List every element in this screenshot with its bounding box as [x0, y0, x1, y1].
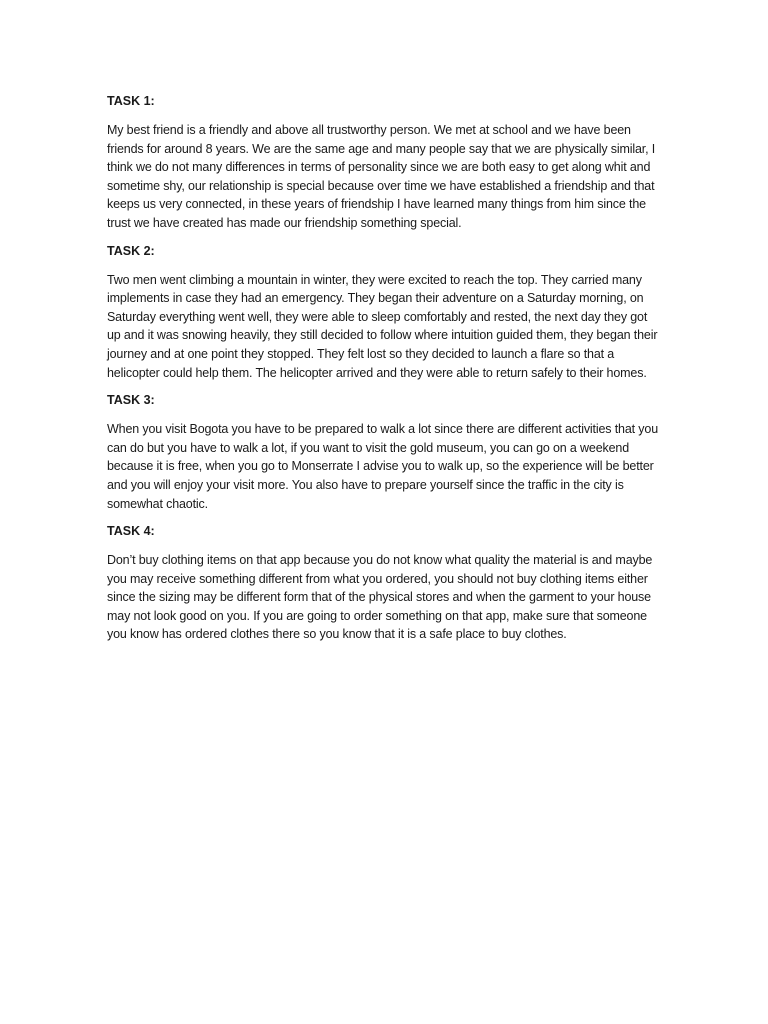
task-2-section: [107, 242, 663, 383]
task-4-body: Don’t buy clothing items on that app because you do not know what quality the material is and maybe you may receive something different from what you ordered, you should not buy clothing items either since the sizing may be different form that of the physical stores and when the garment to your house may not look good on you. If you are going to order something on that app, make sure that someone you know has ordered clothes there so you know that it is a safe place to buy clothes.: [107, 553, 653, 642]
task-2-body: Two men went climbing a mountain in winter, they were excited to reach the top. They carried many implements in case they had an emergency. They began their adventure on a Saturday morning, on Saturday everything went well, they were able to sleep comfortably and rested, the next day they got up and it was snowing heavily, they still decided to follow where intuition guided them, they began their journey and at one point they stopped. They felt lost so they decided to launch a flare so that a helicopter could help them. The helicopter arrived and they were able to return safely to their homes.: [107, 272, 658, 380]
task-3-heading: TASK 3:: [107, 393, 155, 408]
task-3-body: When you visit Bogota you have to be prepared to walk a lot since there are different activities that you can do but you have to walk a lot, if you want to visit the gold museum, you can go on a weekend because it is free, when you go to Monserrate I advise you to walk up, so the experience will be better and you will enjoy your visit more. You also have to prepare yourself since the traffic in the city is somewhat chaotic.: [107, 422, 659, 511]
task-4-section: [107, 522, 663, 644]
task-4-heading: TASK 4:: [107, 524, 155, 539]
task-1-heading: TASK 1:: [107, 94, 155, 108]
task-1-section: [107, 92, 663, 233]
document-page: [107, 92, 663, 653]
task-1-body: My best friend is a friendly and above all trustworthy person. We met at school and we have been friends for around 8 years. We are the same age and many people say that we are physically similar, I think we do not many differences in terms of personality since we are both easy to get along whit and sometime shy, our relationship is special because over time we have established a friendship and that keeps us very connected, in these years of friendship I have learned many things from him since the trust we have created has made our friendship something special.: [107, 123, 656, 230]
task-2-heading: TASK 2:: [107, 243, 155, 258]
task-3-section: [107, 391, 663, 513]
